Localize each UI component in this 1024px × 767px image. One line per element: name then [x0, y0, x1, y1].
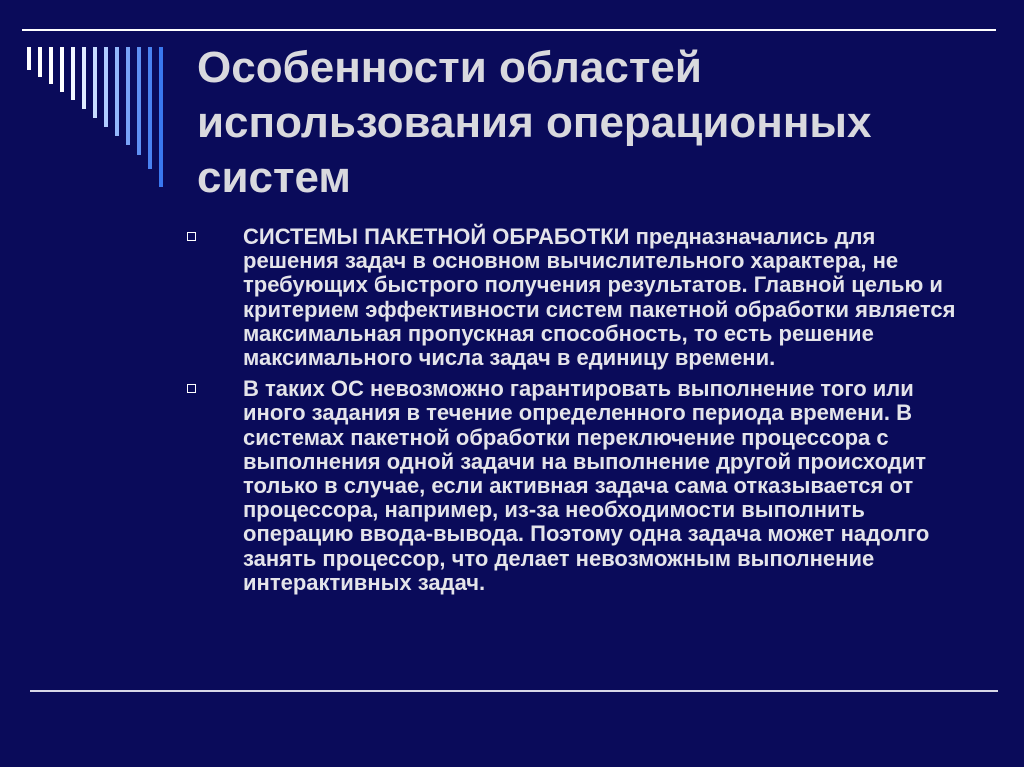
bullet-item-2: [186, 377, 976, 595]
hollow-square-icon: [187, 384, 196, 393]
stripe-11: [137, 47, 141, 155]
stripe-9: [115, 47, 119, 136]
stripe-2: [38, 47, 42, 77]
stripe-3: [49, 47, 53, 84]
stripe-1: [27, 47, 31, 70]
stripe-7: [93, 47, 97, 118]
stripe-8: [104, 47, 108, 127]
decorative-stripes: [0, 0, 180, 220]
stripe-13: [159, 47, 163, 187]
stripe-10: [126, 47, 130, 145]
bullet-item-1: [186, 225, 976, 370]
stripe-5: [71, 47, 75, 100]
bottom-divider: [30, 690, 998, 692]
bullet-list: [186, 225, 976, 602]
stripe-4: [60, 47, 64, 92]
hollow-square-icon: [187, 232, 196, 241]
bullet-text-2: В таких ОС невозможно гарантировать выполнение того или иного задания в течение определенного периода времени. В системах пакетной обработки переключение процессора с выполнения одной задачи на выполнение другой происходит только в случае, если активная задача сама отказывается от процессора, например, из-за необходимости выполнить операцию ввода-вывода. Поэтому одна задача может надолго занять процессор, что делает невозможным выполнение интерактивных задач.: [243, 376, 930, 595]
stripe-6: [82, 47, 86, 109]
slide-title: Особенности областей использования операционных систем: [197, 43, 872, 202]
bullet-text-1: СИСТЕМЫ ПАКЕТНОЙ ОБРАБОТКИ предназначались для решения задач в основном вычислительного характера, не требующих быстрого получения результатов. Главной целью и критерием эффективности систем пакетной обработки является максимальная пропускная способность, то есть решение максимального числа задач в единицу времени.: [243, 224, 956, 371]
stripe-12: [148, 47, 152, 169]
